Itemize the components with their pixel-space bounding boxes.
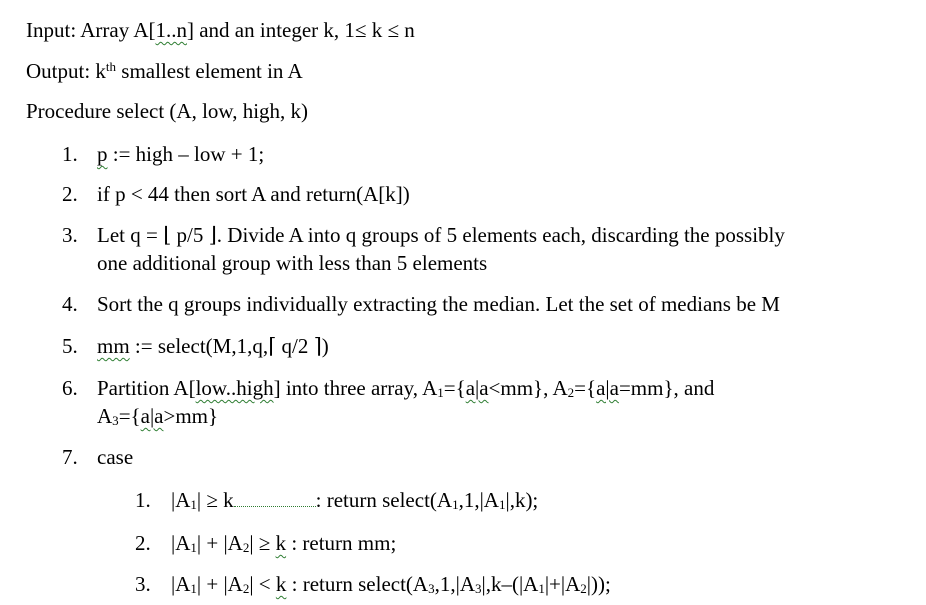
- step-6-subscript: 3: [112, 412, 119, 428]
- case-3-subscript: 3: [474, 580, 482, 596]
- step-6-subscript: 2: [567, 384, 575, 400]
- step-6-part: Partition A[: [97, 376, 196, 400]
- step-6-set: a|a: [596, 376, 619, 400]
- step-6-part: ={: [574, 376, 597, 400]
- step-4-number: 4.: [62, 292, 78, 316]
- case-1-number: 1.: [135, 488, 151, 512]
- step-4: Sort the q groups individually extracting the median. Let the set of medians be M: [97, 292, 780, 316]
- procedure-line: Procedure select (A, low, high, k): [26, 99, 309, 123]
- step-6-part: >mm}: [163, 404, 219, 428]
- step-1-text: := high – low + 1;: [107, 142, 265, 166]
- case-1: [171, 487, 538, 513]
- case-1-part: | ≥ k: [196, 488, 234, 512]
- step-6-line-2: [97, 403, 218, 429]
- step-3-line-1: Let q = ⌊ p/5 ⌋. Divide A into q groups of 5 elements each, discarding the possibly: [97, 223, 785, 247]
- step-6-part: A: [97, 404, 113, 428]
- input-prefix: Input: Array A[: [26, 18, 156, 42]
- case-3-part: | <: [249, 572, 276, 596]
- output-line: [26, 58, 303, 84]
- case-1-part: |,k);: [505, 488, 539, 512]
- case-1-blank: [234, 492, 316, 507]
- step-5-variable: mm: [97, 334, 130, 358]
- output-prefix: Output: k: [26, 59, 106, 83]
- case-3-part: : return select(A: [286, 572, 429, 596]
- case-1-part: |A: [171, 488, 191, 512]
- case-3-subscript: 1: [538, 580, 545, 596]
- case-2-subscript: 2: [242, 539, 250, 555]
- case-1-subscript: 1: [190, 496, 197, 512]
- case-3-part: |));: [586, 572, 611, 596]
- input-line: [26, 17, 415, 43]
- case-3-part: |A: [171, 572, 191, 596]
- case-3-part: | + |A: [196, 572, 243, 596]
- step-2-number: 2.: [62, 182, 78, 206]
- case-2-number: 2.: [135, 531, 151, 555]
- case-2-part: |A: [171, 531, 191, 555]
- step-3-number: 3.: [62, 223, 78, 247]
- step-6-part: ={: [118, 404, 141, 428]
- step-6-set: a|a: [465, 376, 489, 400]
- step-6-part: ={: [443, 376, 466, 400]
- step-6-number: 6.: [62, 376, 78, 400]
- case-1-subscript: 1: [498, 496, 506, 512]
- case-2-k: k: [275, 531, 287, 555]
- step-5-number: 5.: [62, 334, 78, 358]
- step-6-line-1: [97, 375, 714, 401]
- step-5: [97, 333, 329, 359]
- case-3-number: 3.: [135, 572, 151, 596]
- step-1-number: 1.: [62, 142, 78, 166]
- step-6-range: low..high: [195, 376, 274, 400]
- step-1-variable: p: [97, 142, 108, 166]
- step-7-number: 7.: [62, 445, 78, 469]
- input-range: 1..n: [155, 18, 187, 42]
- case-2-subscript: 1: [190, 539, 197, 555]
- case-2-part: | + |A: [196, 531, 243, 555]
- case-3-part: |,k–(|A: [481, 572, 539, 596]
- step-6-set: a|a: [140, 404, 164, 428]
- output-superscript: th: [105, 58, 117, 74]
- case-3-subscript: 1: [190, 580, 197, 596]
- case-3-part: ,1,|A: [434, 572, 475, 596]
- case-3-subscript: 2: [242, 580, 250, 596]
- case-2: [171, 530, 396, 556]
- case-3-subscript: 3: [428, 580, 435, 596]
- case-1-subscript: 1: [452, 496, 459, 512]
- step-3-line-2: one additional group with less than 5 elements: [97, 251, 488, 275]
- step-6-part: ] into three array, A: [273, 376, 438, 400]
- step-7: case: [97, 445, 134, 469]
- case-1-part: : return select(A: [315, 488, 453, 512]
- case-3: [171, 571, 611, 597]
- step-2: if p < 44 then sort A and return(A[k]): [97, 182, 410, 206]
- step-6-part: =mm}, and: [618, 376, 715, 400]
- output-suffix: smallest element in A: [116, 59, 303, 83]
- case-3-k: k: [275, 572, 287, 596]
- step-5-text: := select(M,1,q,⌈ q/2 ⌉): [129, 334, 329, 358]
- case-2-part: : return mm;: [286, 531, 397, 555]
- case-1-part: ,1,|A: [458, 488, 499, 512]
- step-6-part: <mm}, A: [488, 376, 568, 400]
- case-2-part: | ≥: [249, 531, 276, 555]
- input-suffix: ] and an integer k, 1≤ k ≤ n: [186, 18, 415, 42]
- step-6-subscript: 1: [437, 384, 444, 400]
- step-1: [97, 141, 264, 167]
- case-3-part: |+|A: [544, 572, 581, 596]
- case-3-subscript: 2: [580, 580, 587, 596]
